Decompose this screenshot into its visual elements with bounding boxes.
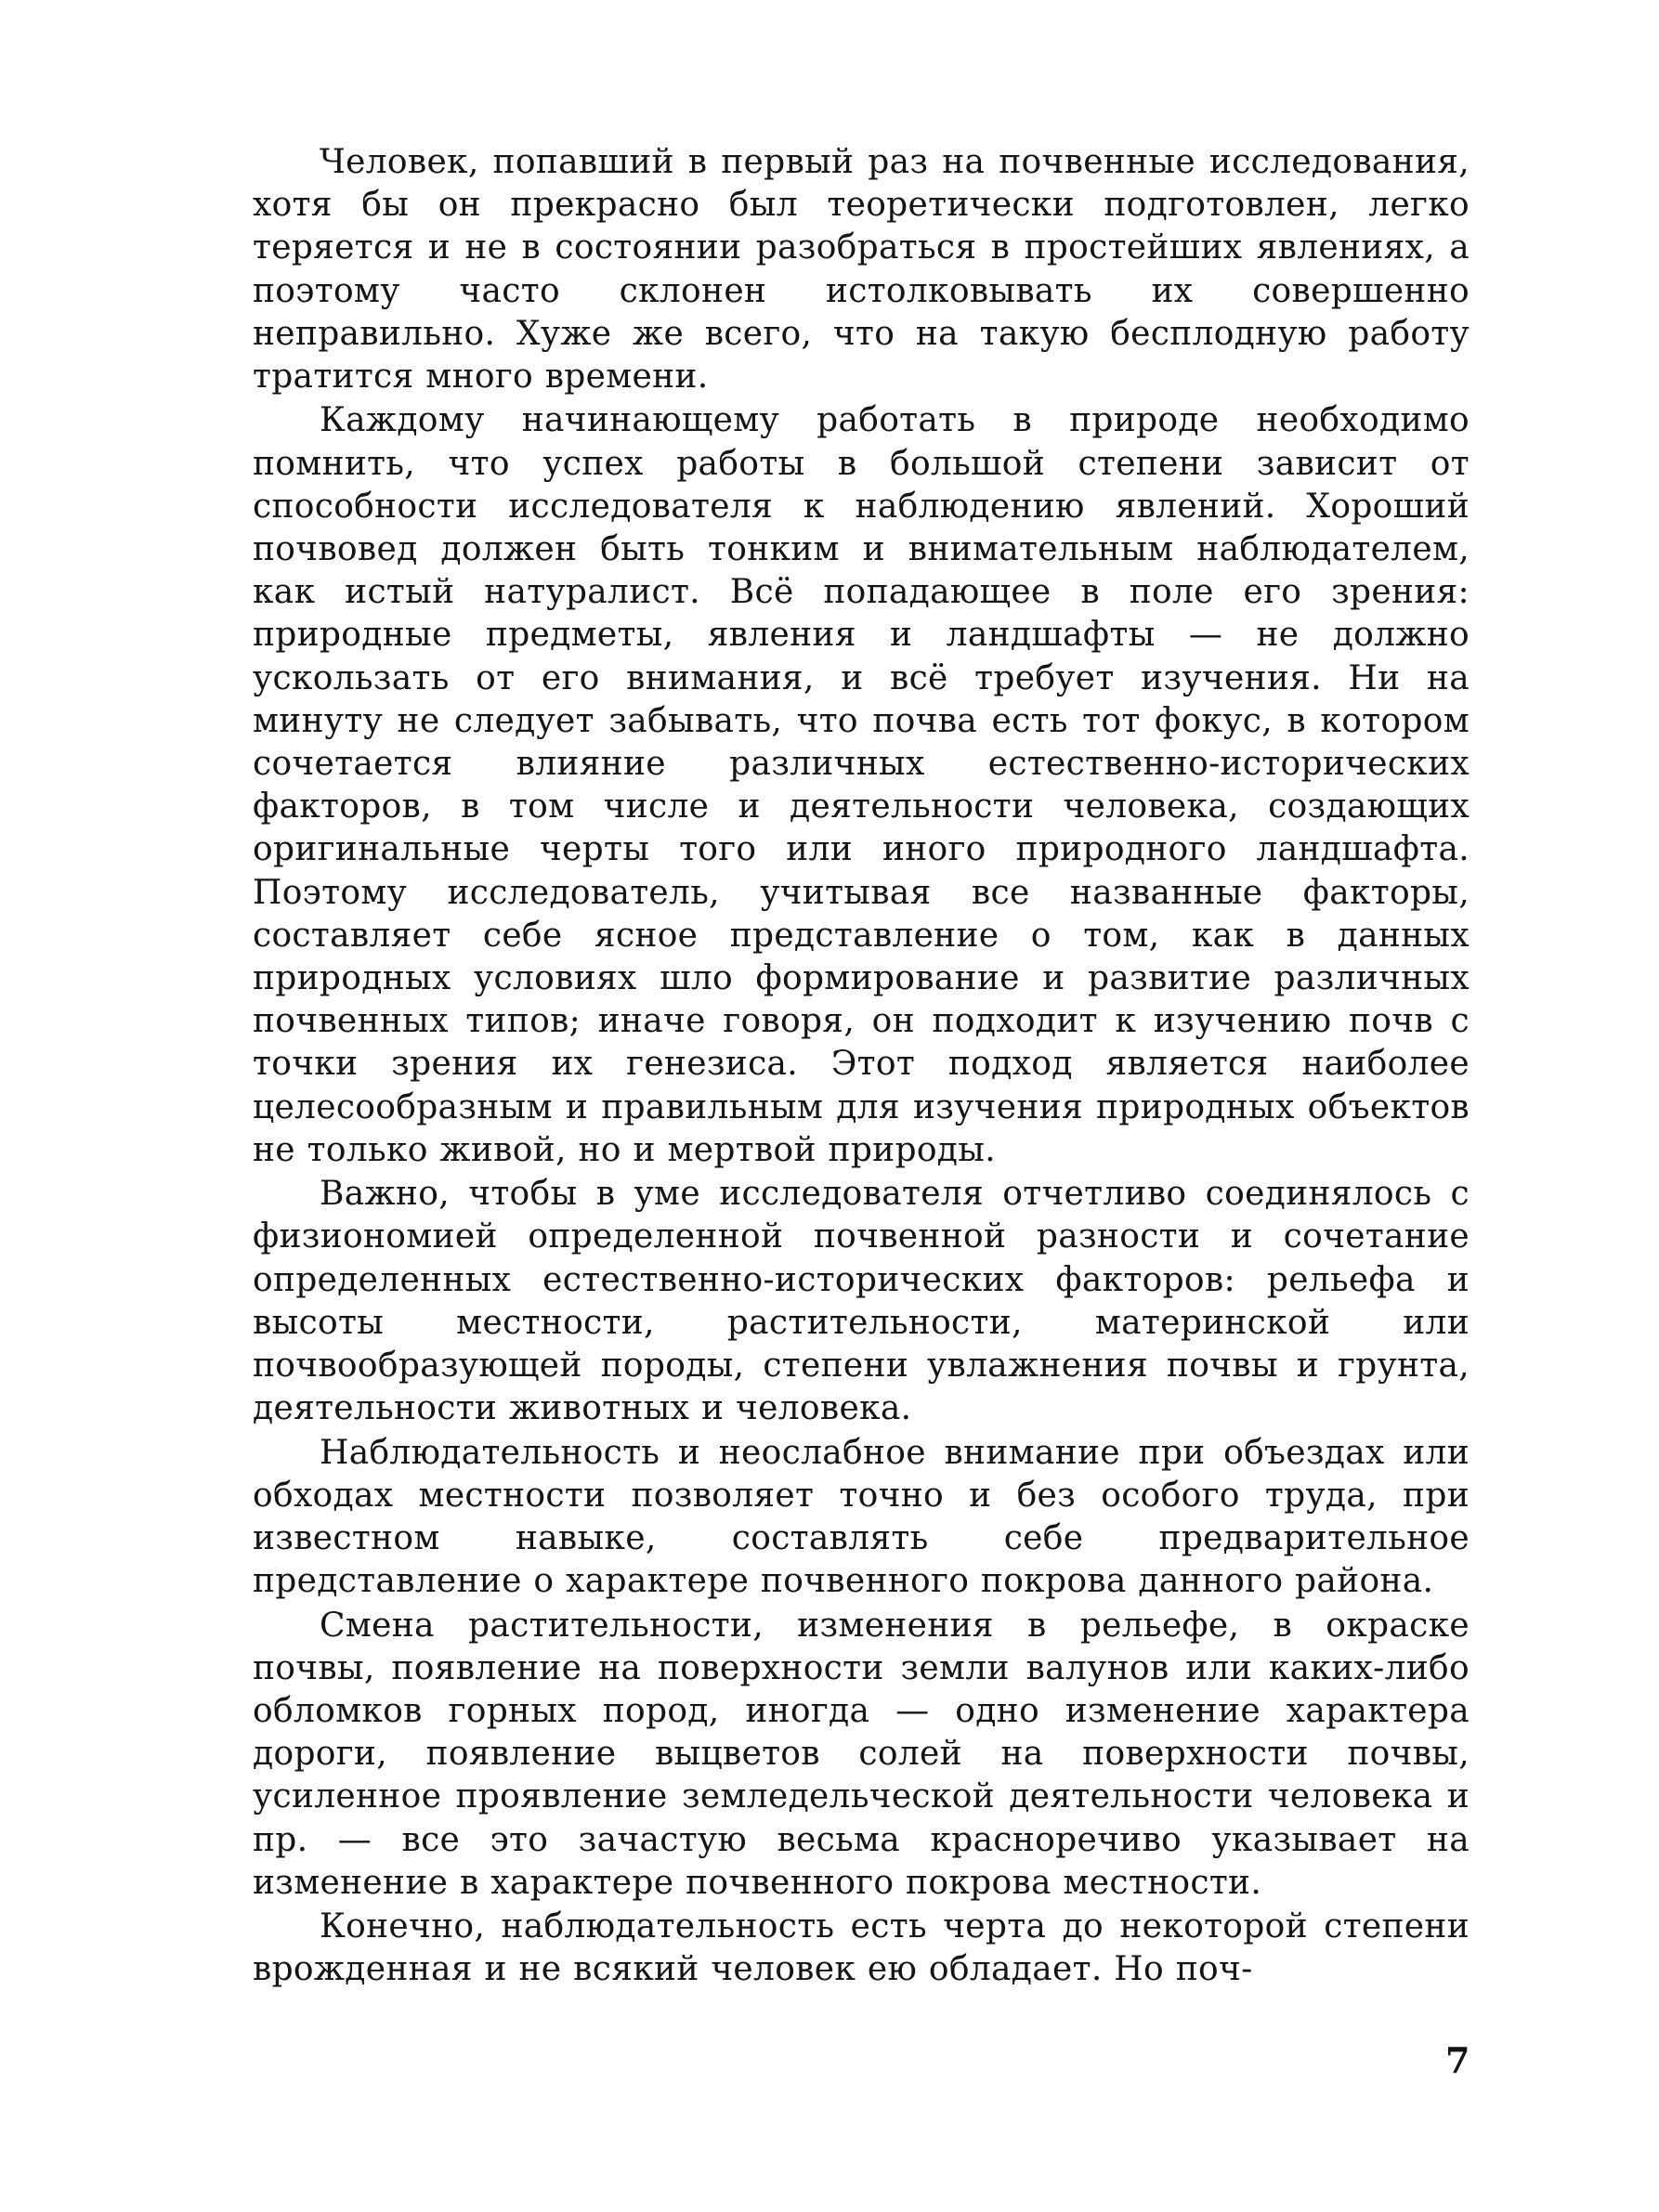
paragraph-6: Конечно, наблюдательность есть черта до некоторой степени врожденная и не всякий человек ею обладает. Но поч- (253, 1907, 1470, 1989)
paragraph-3: Важно, чтобы в уме исследователя отчетливо соединялось с физиономией определенной почвенной разности и сочетание определенных естественно-исторических факторов: рельефа и высоты местности, растительности, материнской или почвообразующей породы, степени увлажнения почвы и грунта, деятельности животных и человека. (253, 1175, 1470, 1428)
paragraph-4: Наблюдательность и неослабное внимание при объездах или обходах местности позволяет точно и без особого труда, при известном навыке, составлять себе предварительное представление о характере почвенного покрова данного района. (253, 1433, 1470, 1601)
page-number: 7 (1445, 2039, 1470, 2081)
paragraph-1: Человек, попавший в первый раз на почвенные исследования, хотя бы он прекрасно был теоретически подготовлен, легко теряется и не в состоянии разобраться в простейших явлениях, а поэтому часто склонен истолковывать их совершенно неправильно. Хуже же всего, что на такую бесплодную работу тратится много времени. (253, 143, 1470, 397)
page-text (253, 141, 1470, 1992)
paragraph-2: Каждому начинающему работать в природе необходимо помнить, что успех работы в большой степени зависит от способности исследователя к наблюдению явлений. Хороший почвовед должен быть тонким и внимательным наблюдателем, как истый натуралист. Всё попадающее в поле его зрения: природные предметы, явления и ландшафты — не должно ускользать от его внимания, и всё требует изучения. Ни на минуту не следует забывать, что почва есть тот фокус, в котором сочетается влияние различных естественно-исторических факторов, в том числе и деятельности человека, создающих оригинальные черты того или иного природного ландшафта. Поэтому исследователь, учитывая все названные факторы, составляет себе ясное представление о том, как в данных природных условиях шло формирование и развитие различных почвенных типов; иначе говоря, он подходит к изучению почв с точки зрения их генезиса. Этот подход является наиболее целесообразным и правильным для изучения природных объектов не только живой, но и мертвой природы. (253, 401, 1470, 1169)
paragraph-5: Смена растительности, изменения в рельефе, в окраске почвы, появление на поверхности земли валунов или каких-либо обломков горных пород, иногда — одно изменение характера дороги, появление выцветов солей на поверхности почвы, усиленное проявление земледельческой деятельности человека и пр. — все это зачастую весьма красноречиво указывает на изменение в характере почвенного покрова местности. (253, 1606, 1470, 1902)
